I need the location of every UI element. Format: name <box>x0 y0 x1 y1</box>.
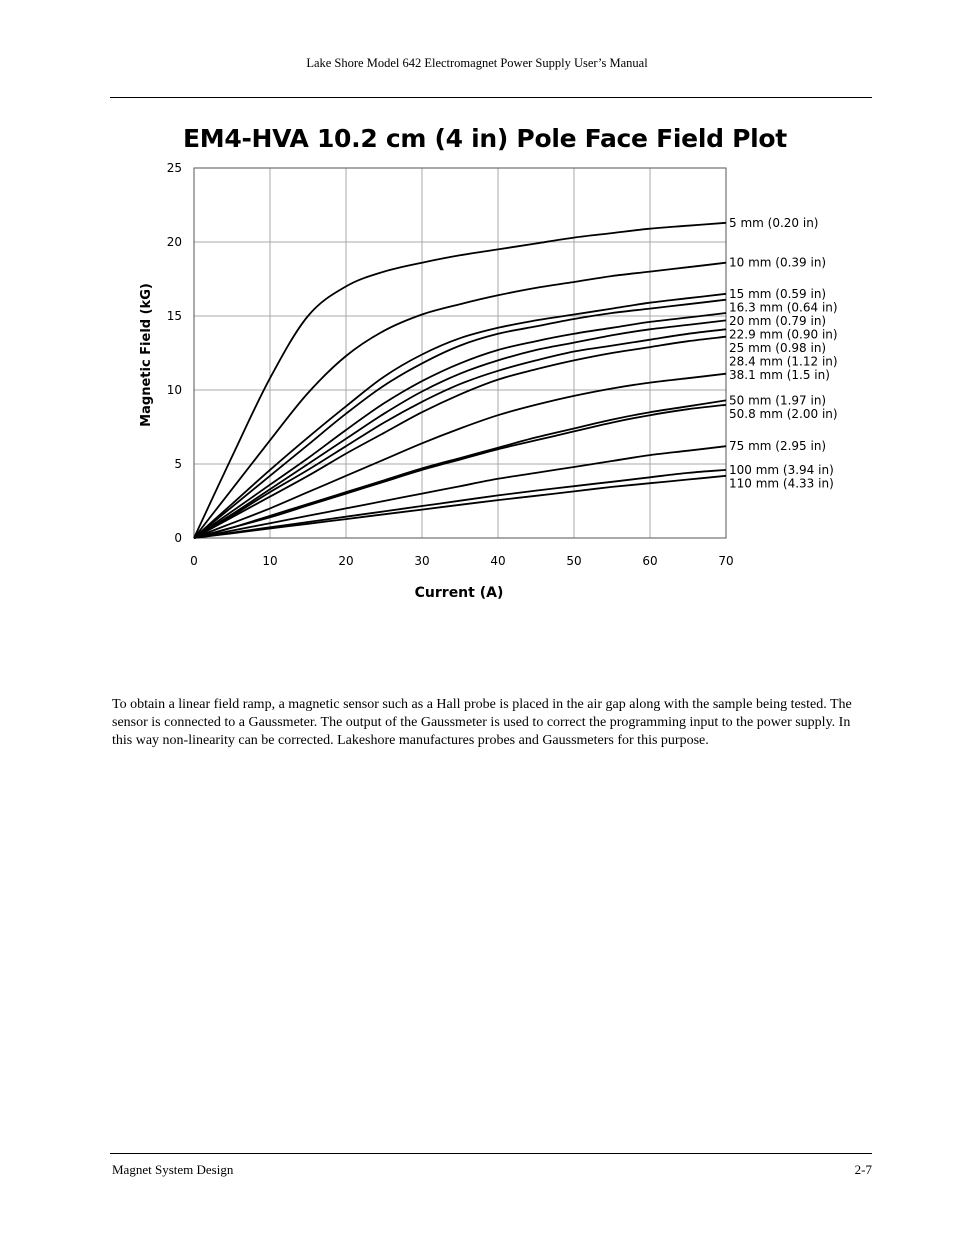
series-label: 10 mm (0.39 in) <box>729 255 827 270</box>
y-tick-label: 0 <box>174 531 182 545</box>
series-label: 20 mm (0.79 in) <box>729 313 827 328</box>
series-label: 100 mm (3.94 in) <box>729 462 834 477</box>
y-tick-label: 10 <box>166 383 182 397</box>
footer-rule <box>110 1153 872 1154</box>
x-tick-label: 70 <box>718 554 734 568</box>
y-tick-label: 5 <box>174 457 182 471</box>
series-label: 5 mm (0.20 in) <box>729 215 819 230</box>
x-tick-label: 30 <box>414 554 430 568</box>
series-line <box>194 405 726 538</box>
y-tick-label: 25 <box>166 161 182 175</box>
series-line <box>194 337 726 538</box>
y-tick-label: 20 <box>166 235 182 249</box>
footer-section-title: Magnet System Design <box>112 1162 234 1177</box>
series-label: 22.9 mm (0.90 in) <box>729 327 838 342</box>
series-label: 50 mm (1.97 in) <box>729 393 827 408</box>
series-label: 50.8 mm (2.00 in) <box>729 406 838 421</box>
x-tick-label: 20 <box>338 554 354 568</box>
series-label: 15 mm (0.59 in) <box>729 286 827 301</box>
x-tick-label: 0 <box>190 554 198 568</box>
chart-title: EM4-HVA 10.2 cm (4 in) Pole Face Field Plot <box>183 124 787 153</box>
x-tick-label: 10 <box>262 554 278 568</box>
series-label: 75 mm (2.95 in) <box>729 439 827 454</box>
series-lines <box>194 223 726 538</box>
series-labels <box>729 216 838 491</box>
series-line <box>194 400 726 538</box>
body-paragraph: To obtain a linear field ramp, a magnetic sensor such as a Hall probe is placed in the air gap along with the sample being tested. The sensor is connected to a Gaussmeter. The output of the Gaussmeter is used to correct the programming input to the power supply. In this way non-linearity can be corrected. Lakeshore manufactures probes and Gaussmeters for this purpose. <box>112 697 852 748</box>
series-line <box>194 300 726 538</box>
series-label: 16.3 mm (0.64 in) <box>729 300 838 315</box>
series-label: 25 mm (0.98 in) <box>729 340 827 355</box>
footer-page-number: 2-7 <box>854 1162 872 1177</box>
y-axis-label: Magnetic Field (kG) <box>139 283 154 427</box>
series-label: 38.1 mm (1.5 in) <box>729 367 830 382</box>
x-tick-label: 40 <box>490 554 506 568</box>
x-tick-label: 60 <box>642 554 658 568</box>
x-axis-label: Current (A) <box>414 585 504 601</box>
y-tick-label: 15 <box>166 309 182 323</box>
x-tick-label: 50 <box>566 554 582 568</box>
page-header: Lake Shore Model 642 Electromagnet Power Supply User’s Manual <box>306 56 648 70</box>
series-label: 28.4 mm (1.12 in) <box>729 354 838 369</box>
series-label: 110 mm (4.33 in) <box>729 476 834 491</box>
